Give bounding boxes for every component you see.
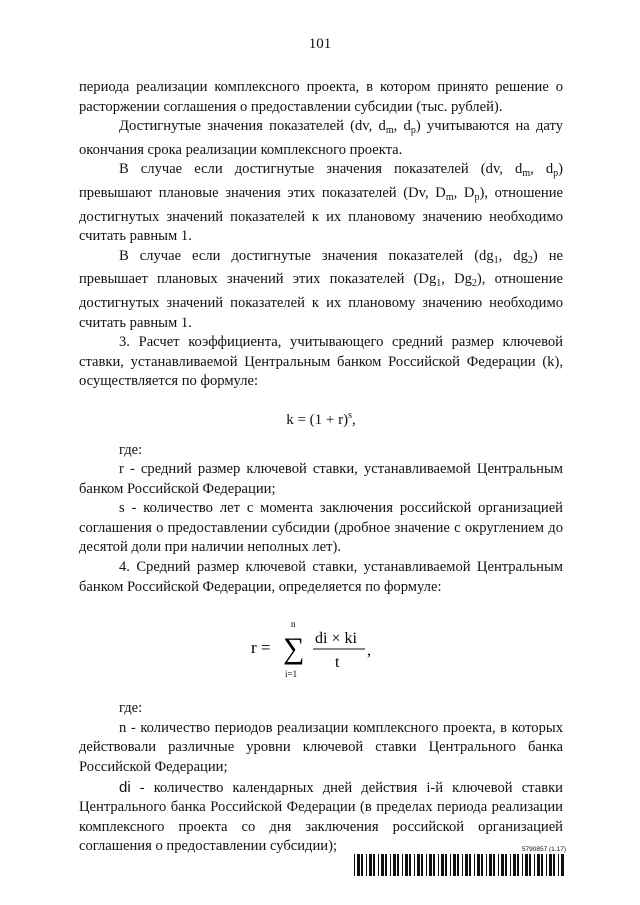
sum-lower-limit: i=1 bbox=[285, 669, 298, 680]
paragraph: Достигнутые значения показателей (dv, $d_m$, $d_p$) учитываются на дату окончания срока реализации комплексного проекта. bbox=[79, 118, 563, 158]
formula-k bbox=[79, 406, 563, 431]
formula-exponent: s bbox=[348, 409, 353, 421]
paragraph-text: ), отношение достигнутых значений показателей к их плановому значению необходимо считать равным 1. bbox=[79, 184, 564, 245]
formula-lhs: r = bbox=[251, 638, 271, 658]
paragraph: 3. Расчет коэффициента, учитывающего средний размер ключевой ставки, устанавливаемой Центральным банком Российской Федерации (k), осуществляется по формуле: bbox=[79, 334, 563, 390]
subscript: 1 bbox=[493, 254, 499, 266]
sum-upper-limit: n bbox=[291, 619, 296, 630]
paragraph-text: ) учитываются на дату окончания срока реализации комплексного проекта. bbox=[79, 118, 563, 158]
formula-r bbox=[79, 615, 563, 683]
subscript: 2 bbox=[527, 254, 533, 266]
formula-text: , bbox=[352, 411, 356, 428]
paragraph-text: Достигнутые значения показателей (dv, d bbox=[119, 118, 386, 135]
barcode-label: 5790857 (1.17) bbox=[521, 846, 566, 853]
subscript: 2 bbox=[471, 278, 477, 290]
subscript: m bbox=[385, 125, 394, 137]
formula-text: k = (1 + r) bbox=[286, 411, 349, 428]
fraction-numerator: di × ki bbox=[315, 630, 357, 648]
paragraph: 4. Средний размер ключевой ставки, устанавливаемой Центральным банком Российской Федерации, определяется по формуле: bbox=[79, 559, 563, 595]
subscript: p bbox=[553, 168, 559, 180]
where-label: где: bbox=[119, 700, 143, 717]
paragraph: В случае если достигнутые значения показателей (dv, $d_m$, $d_p$) превышают плановые значения этих показателей (Dv, $D_m$, $D_p$), отношение достигнутых значений показателей к их плановому значению необходимо считать равным 1. bbox=[79, 161, 564, 245]
definition-r: r - средний размер ключевой ставки, устанавливаемой Центральным банком Российской Федерации; bbox=[79, 461, 563, 497]
page-number: 101 bbox=[308, 36, 332, 52]
subscript: 1 bbox=[436, 278, 442, 290]
subscript: p bbox=[410, 125, 416, 137]
barcode-block bbox=[354, 846, 566, 881]
definition-n: n - количество периодов реализации комплексного проекта, в которых действовали различные уровни ключевой ставки Центрального банка Российской Федерации; bbox=[79, 719, 563, 776]
paragraph: В случае если достигнутые значения показателей ($dg_1$, $dg_2$) не превышает плановых значений этих показателей ($Dg_1$, $Dg_2$), отношение достигнутых значений показателей к их плановому значению необходимо считать равным 1. bbox=[79, 247, 563, 331]
where-label: где: bbox=[119, 441, 143, 458]
summation-formula bbox=[251, 615, 391, 683]
di-symbol: di bbox=[119, 778, 131, 796]
paragraph-text: В случае если достигнутые значения показателей (dg bbox=[119, 247, 494, 264]
paragraph-text: ) превышают плановые значения этих показателей (Dv, D bbox=[79, 161, 564, 201]
subscript: m bbox=[522, 168, 531, 180]
document-body bbox=[79, 78, 563, 857]
barcode-icon bbox=[354, 854, 566, 876]
definition-text: - количество календарных дней действия i-й ключевой ставки Центрального банка Российской Федерации (в пределах периода реализации комплексного проекта со дня заключения российской организацией соглашения о предоставлении субсидии); bbox=[79, 779, 563, 855]
fraction-denominator: t bbox=[335, 654, 340, 672]
subscript: p bbox=[474, 191, 480, 203]
definition-s: s - количество лет с момента заключения российской организацией соглашения о предоставлении субсидии (дробное значение с округлением до десятой доли при наличии неполных лет). bbox=[79, 500, 563, 556]
paragraph: периода реализации комплексного проекта, в котором принято решение о расторжении соглашения о предоставлении субсидии (тыс. рублей). bbox=[79, 79, 563, 115]
subscript: m bbox=[445, 191, 454, 203]
paragraph-text: ), отношение достигнутых значений показателей к их плановому значению необходимо считать равным 1. bbox=[79, 271, 563, 331]
formula-tail: , bbox=[367, 642, 371, 660]
sigma-icon: ∑ bbox=[283, 632, 305, 666]
paragraph-text: В случае если достигнутые значения показателей (dv, d bbox=[119, 161, 523, 178]
paragraph-text: ) не превышает плановых значений этих показателей (Dg bbox=[79, 247, 563, 288]
